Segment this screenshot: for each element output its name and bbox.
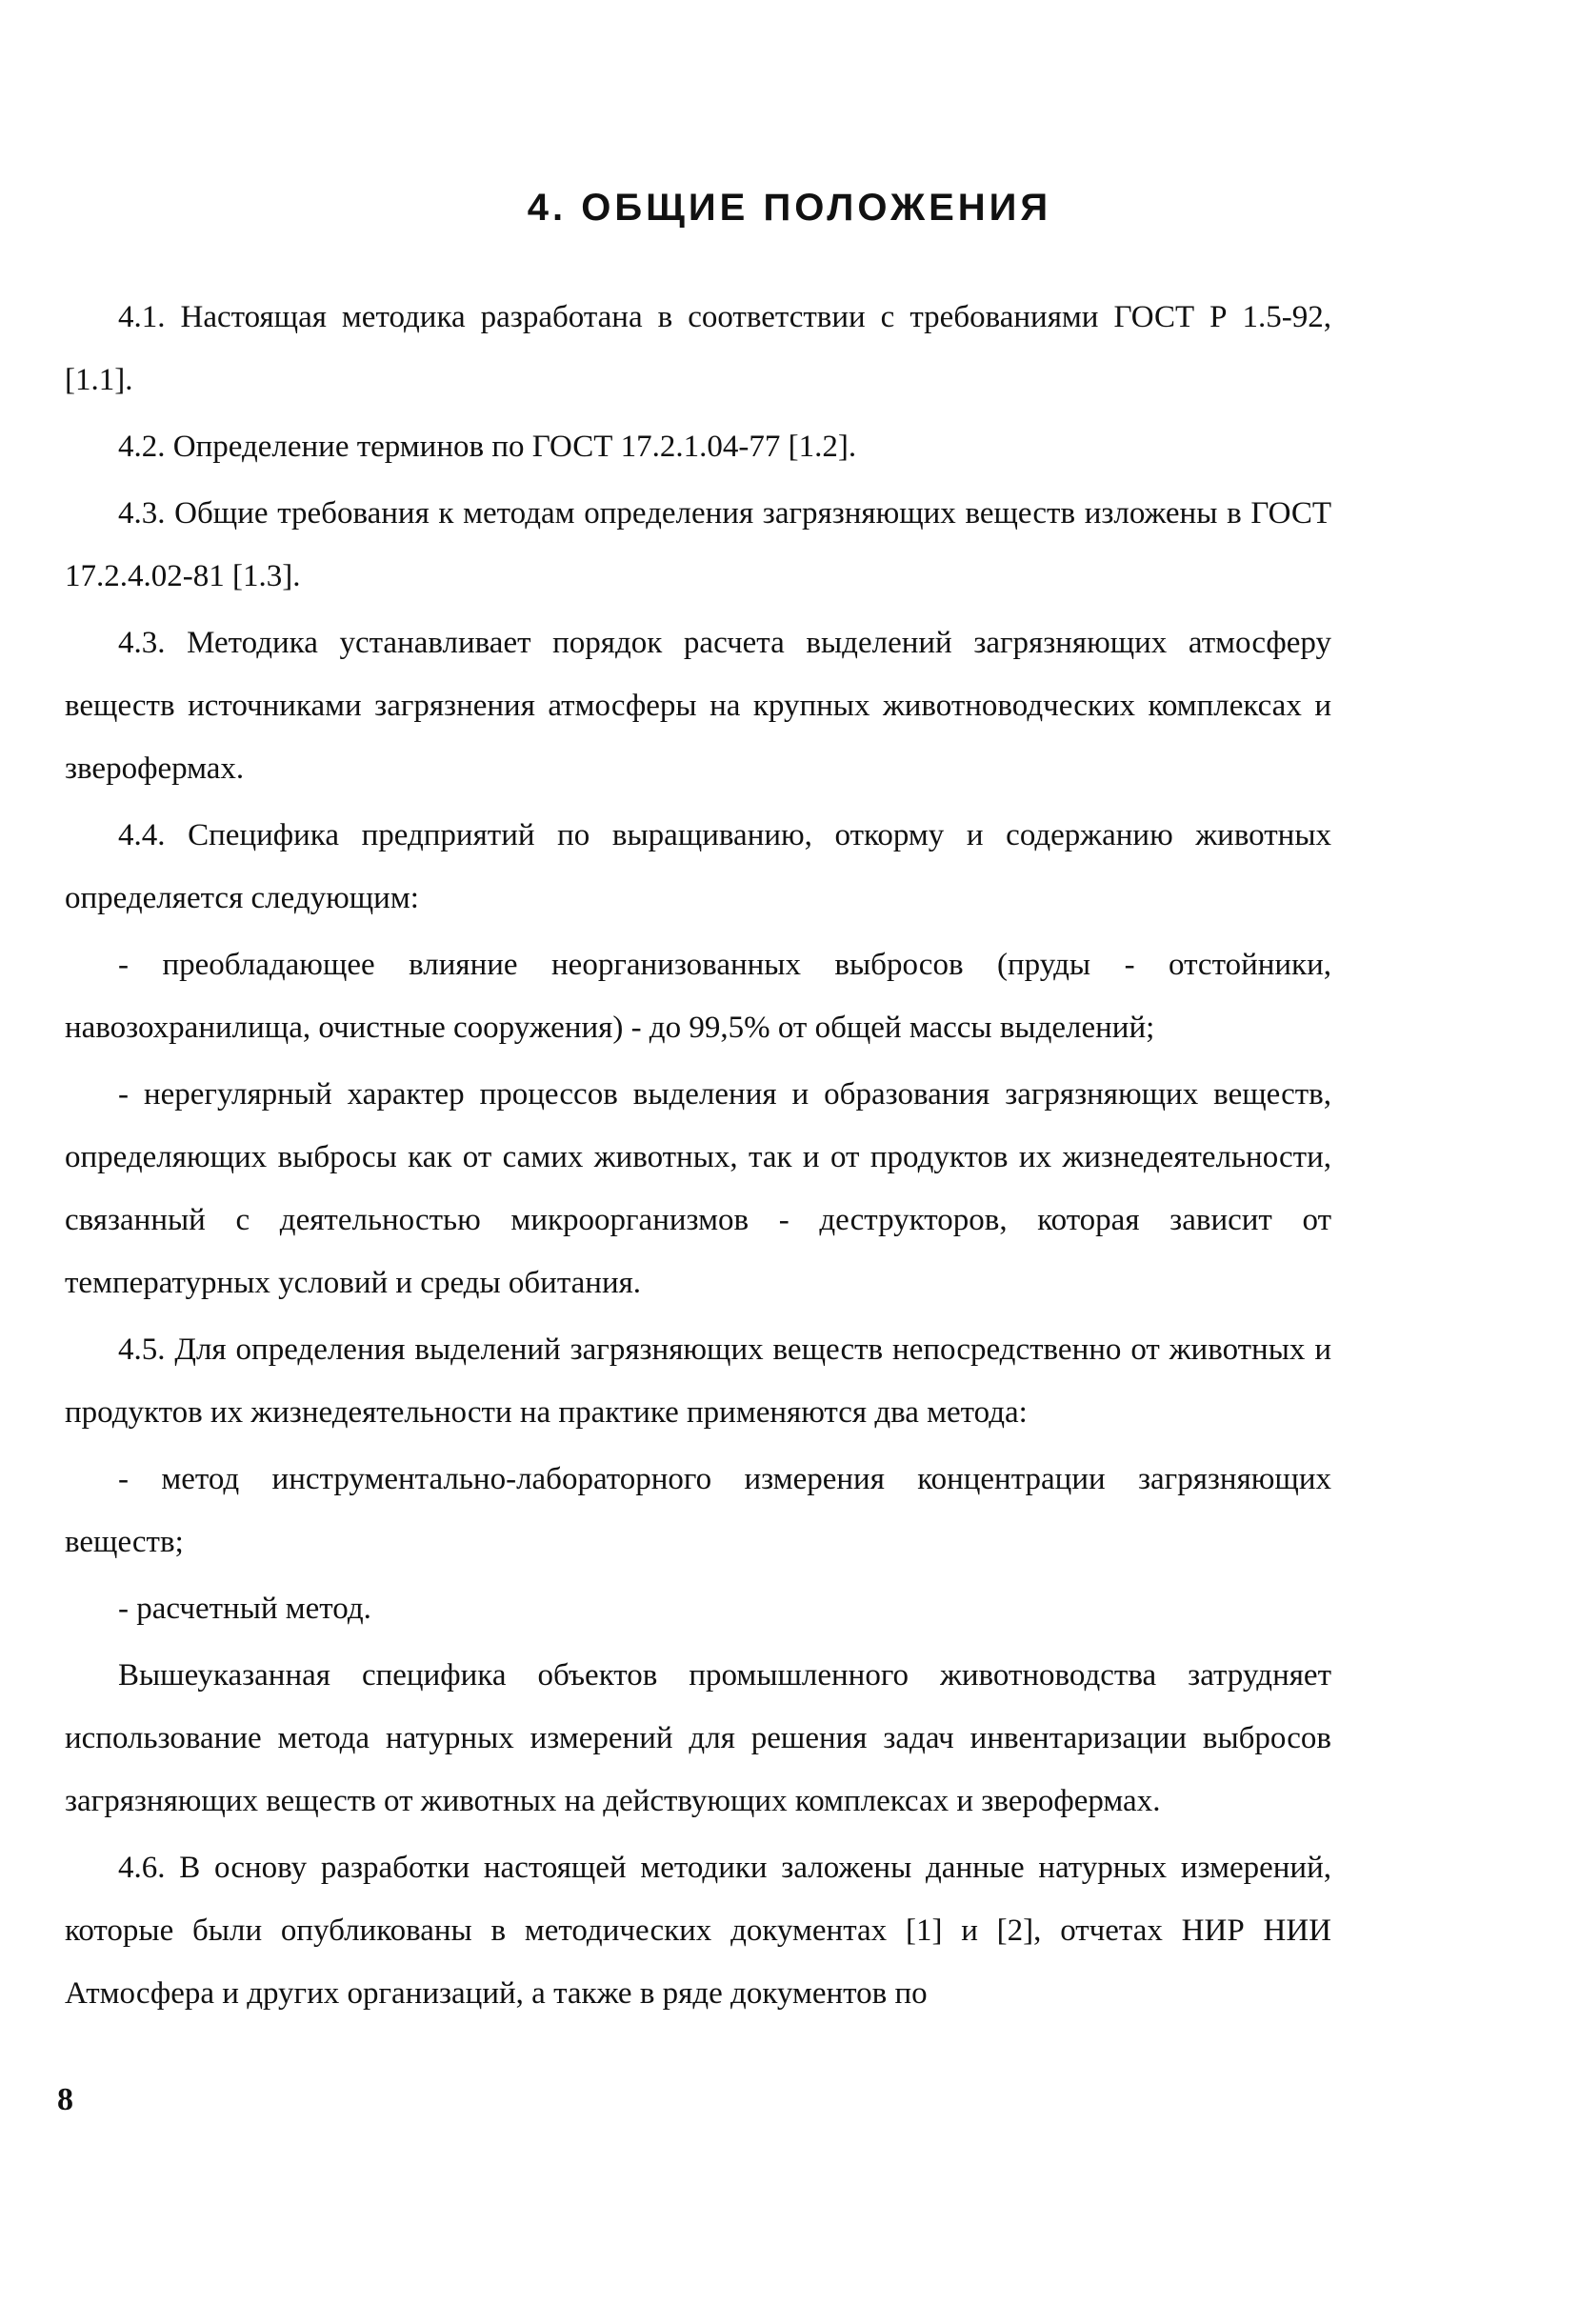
list-item-irregular: - нерегулярный характер процессов выделения и образования загрязняющих веществ, определяющих выбросы как от самих животных, так и от продуктов их жизнедеятельности, связанный с деятельностью микроорганизмов - деструкторов, которая зависит от температурных условий и среды обитания. xyxy=(65,1077,1331,1300)
list-item-instrumental-method: - метод инструментально-лабораторного измерения концентрации загрязняющих веществ; xyxy=(65,1462,1331,1559)
paragraph-4-2: 4.2. Определение терминов по ГОСТ 17.2.1.04-77 [1.2]. xyxy=(118,430,857,464)
paragraph-4-6: 4.6. В основу разработки настоящей методики заложены данные натурных измерений, которые были опубликованы в методических документах [1] и [2], отчетах НИР НИИ Атмосфера и других организаций, а также в ряде документов по xyxy=(65,1851,1331,2011)
paragraph-4-1: 4.1. Настоящая методика разработана в соответствии с требованиями ГОСТ Р 1.5-92, [1.1]. xyxy=(65,300,1331,397)
paragraph-4-4: 4.4. Специфика предприятий по выращиванию, откорму и содержанию животных определяется следующим: xyxy=(65,818,1331,915)
page-number: 8 xyxy=(57,2082,73,2117)
list-item-emissions: - преобладающее влияние неорганизованных выбросов (пруды - отстойники, навозохранилища, очистные сооружения) - до 99,5% от общей массы выделений; xyxy=(65,948,1331,1045)
paragraph-specifics: Вышеуказанная специфика объектов промышленного животноводства затрудняет использование метода натурных измерений для решения задач инвентаризации выбросов загрязняющих веществ от животных на действующих комплексах и зверофермах. xyxy=(65,1658,1331,1818)
list-item-calculation-method: - расчетный метод. xyxy=(118,1592,371,1626)
section-heading: 4. ОБЩИЕ ПОЛОЖЕНИЯ xyxy=(527,187,1052,229)
body-text xyxy=(65,286,1331,2029)
paragraph-4-5: 4.5. Для определения выделений загрязняющих веществ непосредственно от животных и продуктов их жизнедеятельности на практике применяются два метода: xyxy=(65,1332,1331,1430)
paragraph-4-3-a: 4.3. Общие требования к методам определения загрязняющих веществ изложены в ГОСТ 17.2.4.02-81 [1.3]. xyxy=(65,496,1331,593)
paragraph-4-3-b: 4.3. Методика устанавливает порядок расчета выделений загрязняющих атмосферу веществ источниками загрязнения атмосферы на крупных животноводческих комплексах и зверофермах. xyxy=(65,626,1331,786)
